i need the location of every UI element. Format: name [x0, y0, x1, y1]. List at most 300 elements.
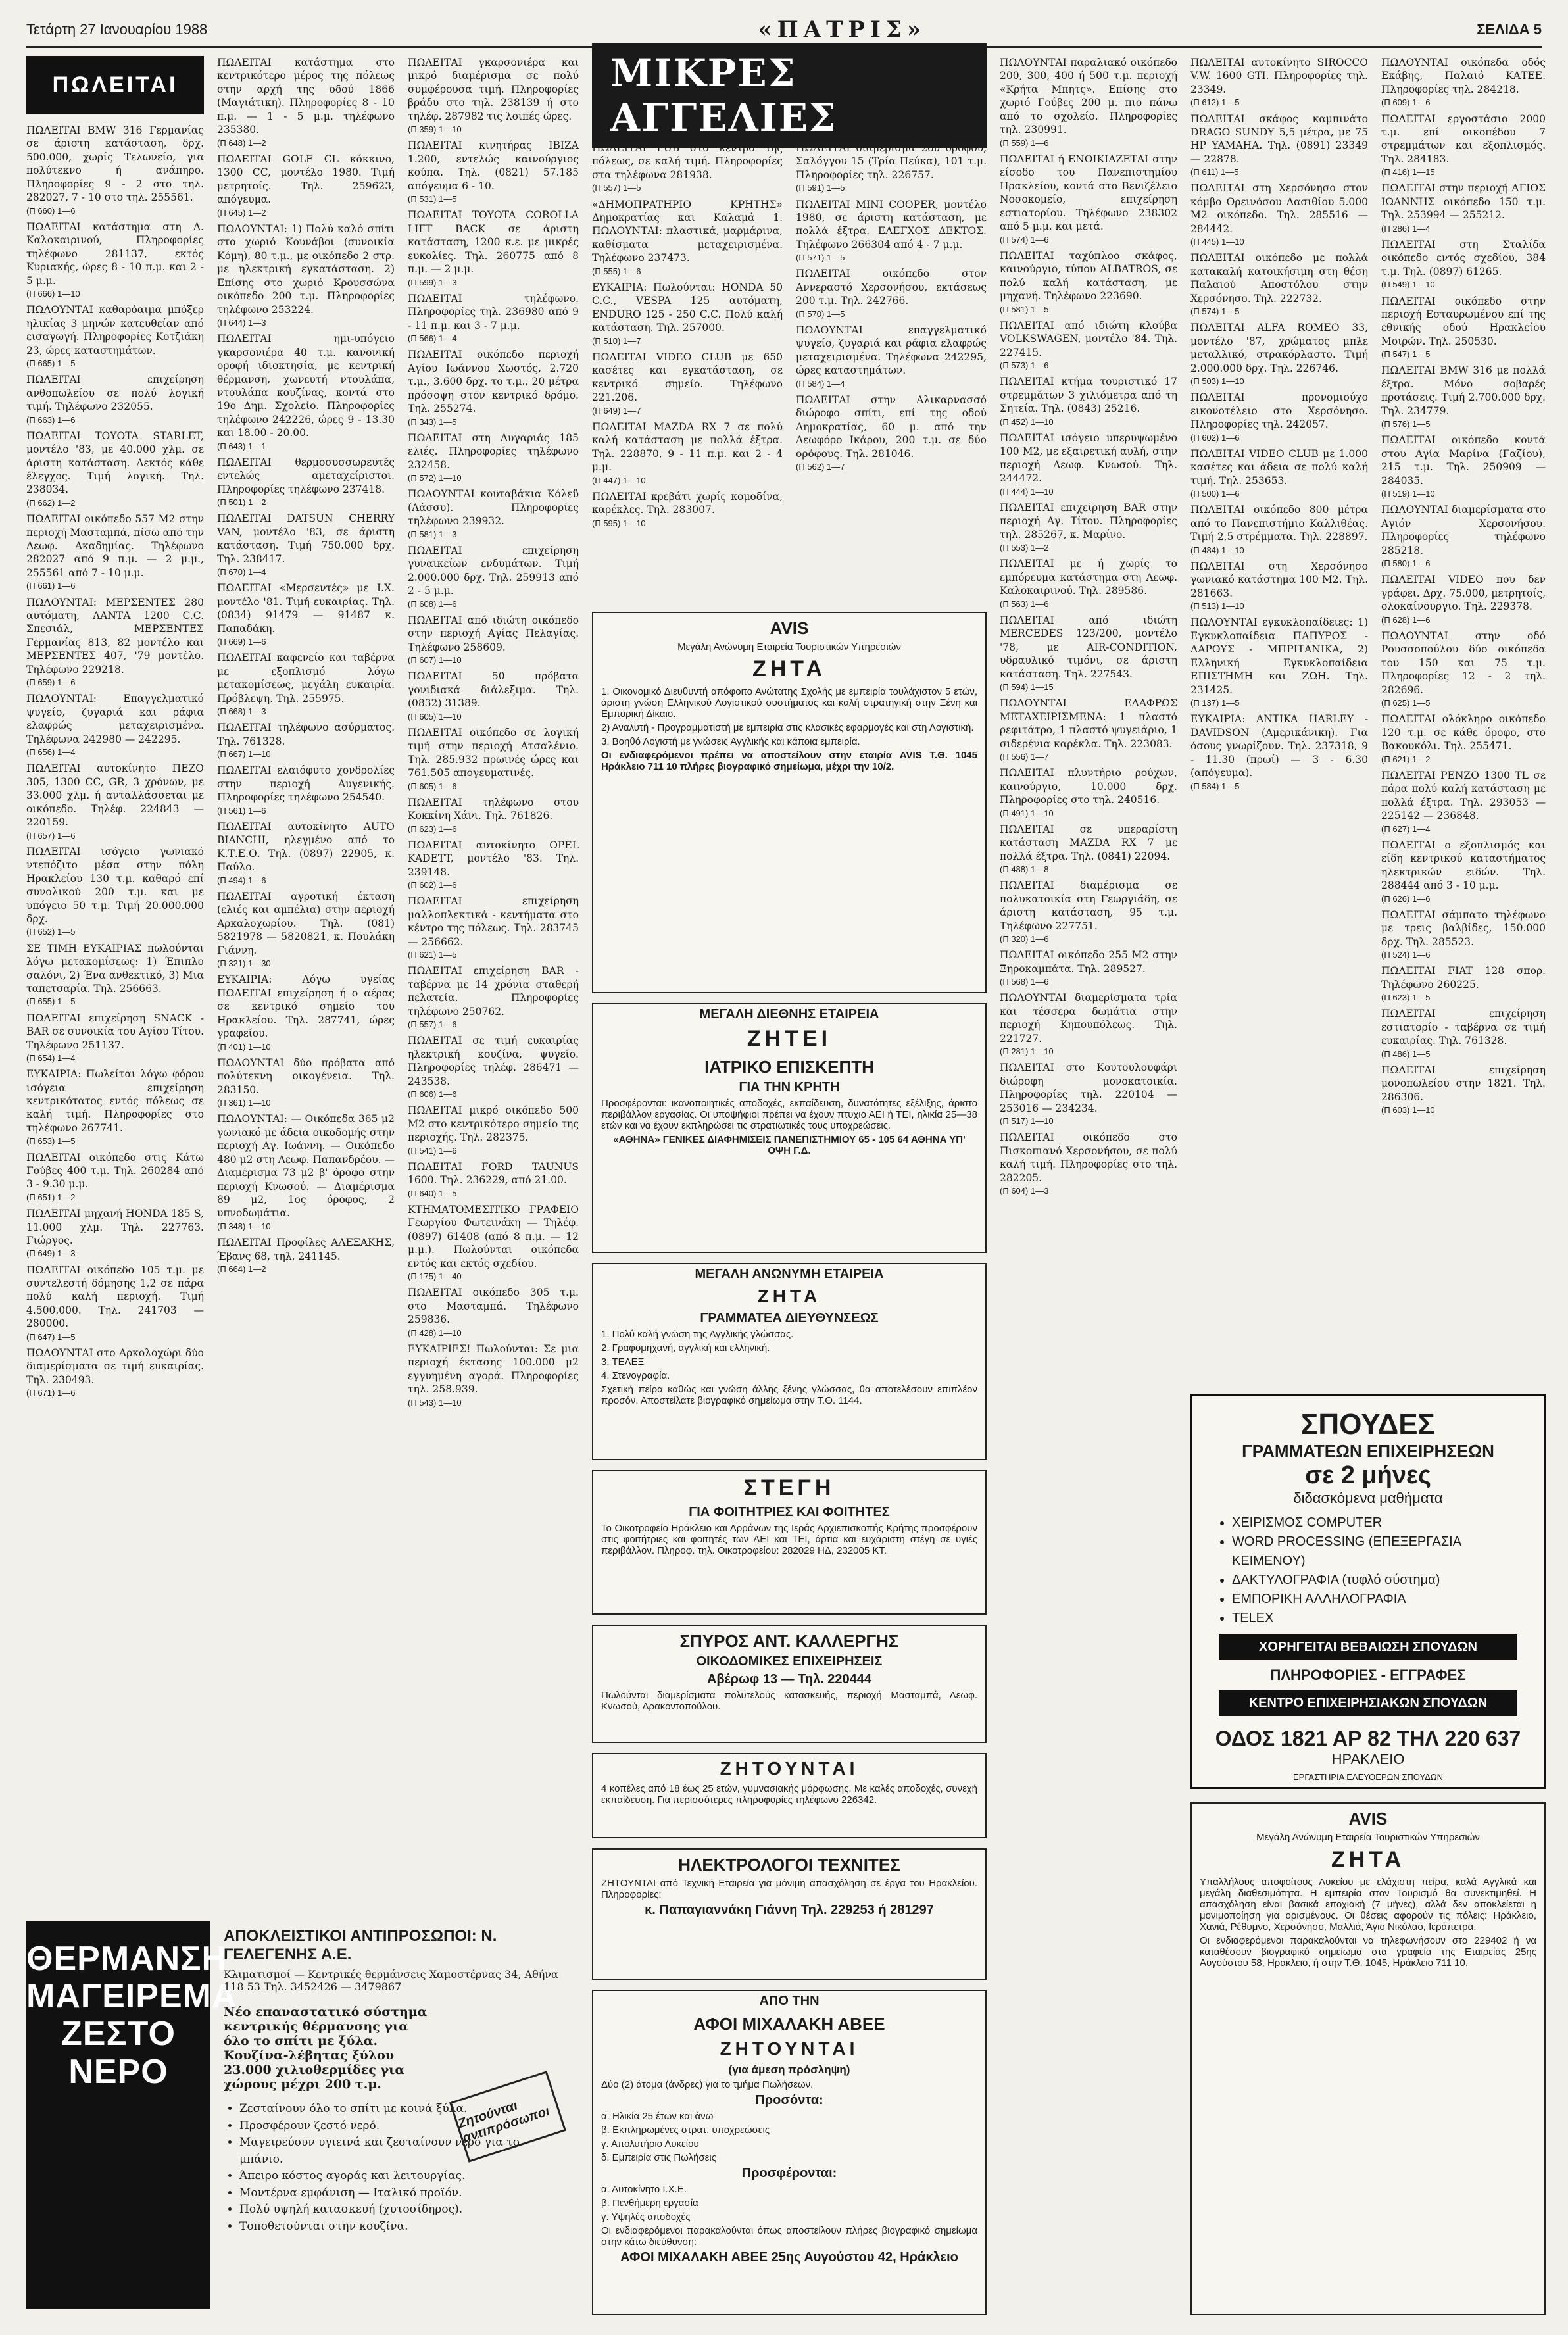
classified-ad	[592, 420, 783, 486]
classified-ad	[408, 139, 579, 205]
classified-ad	[408, 348, 579, 427]
classified-ad	[1381, 769, 1546, 835]
classified-ad	[217, 890, 395, 969]
ad-text: ΠΩΛΕΙΤΑΙ αγροτική έκταση (ελιές και αμπέλια) στην περιοχή Αρκαλοχωρίου. Τηλ. (081) 5821978 — 5820821, κ. Πουλάκη Γιάννη.	[217, 890, 395, 956]
ad-text: ΕΥΚΑΙΡΙΑ: ANTIKA HARLEY - DAVIDSON (Αμερικάνικη). Για όσους γνωρίζουν. Τηλ. 237318, 9 - 11.30 (πρωί) — 3 - 6.30 (απόγευμα).	[1190, 713, 1368, 779]
ad-reference: (Π 663) 1—6	[26, 414, 76, 425]
ad-reference: (Π 557) 1—5	[592, 183, 641, 193]
certificate-band: ΧΟΡΗΓΕΙΤΑΙ ΒΕΒΑΙΩΣΗ ΣΠΟΥΔΩΝ	[1219, 1634, 1517, 1660]
ad-name: ΣΠΥΡΟΣ ΑΝΤ. ΚΑΛΛΕΡΓΗΣ	[679, 1631, 899, 1651]
stamp: Ζητούνται αντιπρόσωποι	[449, 2071, 566, 2163]
bullet-item: • Άπειρο κόστος αγοράς και λειτουργίας.	[239, 2168, 566, 2185]
ad-req-title: Προσόντα:	[755, 2093, 823, 2107]
ad-reference: (Π 416) 1—15	[1381, 167, 1435, 178]
classified-ad	[217, 456, 395, 508]
classified-ad	[1381, 573, 1546, 626]
classified-ad	[592, 490, 783, 529]
ad-text: ΚΤΗΜΑΤΟΜΕΣΙΤΙΚΟ ΓΡΑΦΕΙΟ Γεωργίου Φωτεινάκη — Τηλέφ. (0897) 61408 (από 8 π.μ. — 12 μ.μ.). Πωλούνται οικόπεδα εντός και εκτός σχεδίου.	[408, 1203, 579, 1269]
ad-reference: (Π 320) 1—6	[1000, 933, 1049, 944]
ad-text: ΠΩΛΟΥΝΤΑΙ στο Αρκολοχώρι δύο διαμερίσματα σε τιμή ευκαιρίας. Τηλ. 230493.	[26, 1347, 204, 1386]
ad-req: γ. Απολυτήριο Λυκείου	[601, 2138, 699, 2150]
ad-reference: (Π 621) 1—2	[1381, 754, 1431, 764]
classified-ad	[26, 124, 204, 216]
classified-ad	[1381, 364, 1546, 430]
ad-text: ΠΩΛΟΥΝΤΑΙ στην οδό Ρουσσοπούλου δύο οικόπεδα του 150 και 75 τ.μ. Πληροφορίες 12 - 2 τηλ. 282696.	[1381, 629, 1546, 696]
heating-ad-banner	[26, 1921, 237, 2309]
section-header: ΠΩΛΕΙΤΑΙ	[26, 56, 204, 114]
ad-reference: (Π 605) 1—6	[408, 781, 457, 791]
ad-offer: β. Πενθήμερη εργασία	[601, 2198, 698, 2209]
ad-text: ΠΩΛΕΙΤΑΙ οικόπεδο 557 Μ2 στην περιοχή Μασταμπά, πίσω από την Λεωφ. Ακαδημίας. Τηλέφωνο 282027 από 9 π.μ. — 2 μ.μ., 255561 από 7 - 10 μ.μ.	[26, 513, 204, 579]
ad-reference: (Π 556) 1—7	[1000, 751, 1049, 762]
classified-ad	[217, 1056, 395, 1109]
classified-ad	[26, 1012, 204, 1064]
classified-ad	[217, 721, 395, 760]
ad-text: ΠΩΛΕΙΤΑΙ επιχείρηση ανθοπωλείου σε πολύ λογική τιμή. Τηλέφωνο 232055.	[26, 374, 204, 413]
ad-sub: ΙΑΤΡΙΚΟ ΕΠΙΣΚΕΠΤΗ	[704, 1057, 874, 1077]
ad-reference: (Π 594) 1—15	[1000, 682, 1054, 693]
classified-ad	[1381, 295, 1546, 360]
ad-reference: (Π 606) 1—6	[408, 1089, 457, 1100]
ad-text: ΠΩΛΕΙΤΑΙ αυτοκίνητο SIROCCO V.W. 1600 GTI. Πληροφορίες τηλ. 23349.	[1190, 57, 1368, 95]
ad-text: ΠΩΛΕΙΤΑΙ VIDEO που δεν γράφει. Δρχ. 75.000, μετρητοίς, ολοκαίνουργιο. Τηλ. 229378.	[1381, 574, 1546, 613]
ad-text: ΠΩΛΕΙΤΑΙ καφενείο και ταβέρνα με εξοπλισμό λόγω μετακομίσεως, μεγάλη ευκαιρία. Πρόβλεψη. Τηλ. 255975.	[217, 652, 395, 704]
ad-text: ΠΩΛΕΙΤΑΙ στη Λυγαριάς 185 ελιές. Πληροφορίες τηλέφωνο 232458.	[408, 431, 579, 471]
classified-ad	[26, 373, 204, 426]
ad-reference: (Π 510) 1—7	[592, 335, 641, 346]
ad-reference: (Π 321) 1—30	[217, 958, 271, 969]
ad-reference: (Π 580) 1—6	[1381, 558, 1431, 569]
ad-reference: (Π 555) 1—6	[592, 266, 641, 276]
ad-reference: (Π 488) 1—8	[1000, 864, 1049, 875]
ad-reference: (Π 500) 1—6	[1190, 489, 1240, 499]
ad-reference: (Π 608) 1—6	[408, 599, 457, 609]
classified-ad	[1000, 948, 1177, 987]
ad-reference: (Π 574) 1—5	[1190, 307, 1240, 317]
classified-ad	[408, 431, 579, 484]
ad-reference: (Π 559) 1—6	[1000, 137, 1049, 148]
ad-reference: (Π 648) 1—2	[217, 137, 266, 148]
ad-text: ΠΩΛΕΙΤΑΙ ημι-υπόγειο γκαρσονιέρα 40 τ.μ. κανονική οροφή ιδιοκτησία, με κεντρική θέρμανση, χωνευτή ντουλάπα, ντουλάπα κουζίνας, κοντά στο 19ο Δημ. Σχολείο. Πληροφορίες τηλέφωνο 242226, ώρες 9 - 13.30 και 18.00 - 20.00.	[217, 333, 395, 439]
classified-ad	[796, 198, 987, 264]
classified-ad	[1190, 56, 1368, 109]
ad-reference: (Π 595) 1—10	[592, 518, 646, 528]
ad-reference: (Π 591) 1—5	[796, 183, 845, 193]
ad-title: ΑΠΟΚΛΕΙΣΤΙΚΟΙ ΑΝΤΙΠΡΟΣΩΠΟΙ: Ν. ΓΕΛΕΓΕΝΗΣ Α.Ε.	[224, 1927, 497, 1963]
classified-ad	[796, 393, 987, 472]
ad-reference: (Π 581) 1—5	[1000, 304, 1049, 314]
classified-ad	[408, 670, 579, 722]
ad-text: ΕΥΚΑΙΡΙΑ: Πωλούνται: HONDA 50 C.C., VESPA 125 αυτόματη, ENDURO 125 - 250 C.C. Πολύ καλή κατάσταση. Τηλ. 257000.	[592, 281, 783, 334]
ad-text: ΠΩΛΕΙΤΑΙ ολόκληρο οικόπεδο 120 τ.μ. σε κάθε όροφο, στο Βακουκόλι. Τηλ. 255471.	[1381, 713, 1546, 752]
ad-text: ΠΩΛΕΙΤΑΙ οικόπεδο 255 Μ2 στην Ξηροκαμπάτα. Τηλ. 289527.	[1000, 949, 1177, 975]
ad-text: ΠΩΛΕΙΤΑΙ επιχείρηση BAR στην περιοχή Αγ. Τίτου. Πληροφορίες τηλ. 285267, κ. Μαρίνο.	[1000, 501, 1177, 541]
ad-phone: ΟΔΟΣ 1821 ΑΡ 82 ΤΗΛ 220 637	[1215, 1727, 1521, 1750]
avis-ad-staff	[1190, 1802, 1546, 2315]
ad-text: ΠΩΛΕΙΤΑΙ ισόγειο υπερυψωμένο 100 Μ2, με εξαιρετική αυλή, στην περιοχή Λεωφ. Κνωσού. Τηλ. 244472.	[1000, 431, 1177, 485]
heating-ad-body	[217, 1921, 572, 2309]
ad-text: ΠΩΛΕΙΤΑΙ επιχείρηση μονοπωλείου στην 1821. Τηλ. 286306.	[1381, 1064, 1546, 1103]
avis-ad-accounting	[592, 612, 987, 993]
classified-ad	[26, 1151, 204, 1204]
ad-text: ΠΩΛΕΙΤΑΙ οικόπεδο 105 τ.μ. με συντελεστή δόμησης 1,2 σε πάρα πολύ καλή περιοχή. Τιμή 4.500.000. Τηλ. 241703 — 280000.	[26, 1264, 204, 1330]
classified-ad	[1000, 319, 1177, 372]
ad-text: ΠΩΛΕΙΤΑΙ οικόπεδο κοντά στου Αγία Μαρίνα (Γαζίου), 215 τ.μ. Τηλ. 250909 — 284035.	[1381, 434, 1546, 487]
ad-text: ΠΩΛΕΙΤΑΙ σάμπατο τηλέφωνο με τρεις βαλβίδες, 150.000 δρχ. Τηλ. 285523.	[1381, 908, 1546, 948]
column-2	[217, 56, 395, 1904]
ad-reference: (Π 447) 1—10	[592, 475, 646, 485]
ad-text: «ΔΗΜΟΠΡΑΤΗΡΙΟ ΚΡΗΤΗΣ» Δημοκρατίας και Καλαμά 1. ΠΩΛΟΥΝΤΑΙ: πλαστικά, μαρμάρινα, καθίσματα μεταχειρισμένα. Τηλέφωνο 237473.	[592, 198, 783, 264]
ad-text: ΠΩΛΕΙΤΑΙ διαμέρισμα 2ου ορόφου, Σαλόγγου 15 (Τρία Πεύκα), 101 τ.μ. Πληροφορίες τηλ. 226757.	[796, 142, 987, 181]
ad-reference: (Π 660) 1—6	[26, 205, 76, 216]
ad-text: ΣΕ ΤΙΜΗ ΕΥΚΑΙΡΙΑΣ πωλούνται λόγω μετακομίσεως: 1) Έπιπλο σαλόνι, 2) Ένα ανθεκτικό, 3) Μια ταπετσαρία. Τηλ. 256663.	[26, 942, 204, 995]
ad-reference: (Π 611) 1—5	[1190, 167, 1239, 178]
classified-ad	[26, 1207, 204, 1260]
electricians-ad	[592, 1848, 987, 1980]
ad-text: ΠΩΛΕΙΤΑΙ κρεβάτι χωρίς κομοδίνα, καρέκλες. Τηλ. 283007.	[592, 490, 783, 516]
classified-ad	[408, 964, 579, 1030]
ad-req: δ. Εμπειρία στις Πωλήσεις	[601, 2152, 716, 2163]
ad-body: Δύο (2) άτομα (άνδρες) για το τμήμα Πωλήσεων.	[601, 2079, 814, 2090]
banner-line: ΖΕΣΤΟ ΝΕΡΟ	[61, 2015, 176, 2091]
ad-text: ΠΩΛΕΙΤΑΙ αυτοκίνητο ΠΕΖΟ 305, 1300 CC, GR, 3 χρόνων, με 33.000 χλμ. ή ανταλλάσσεται με οικόπεδο. Τηλέφ. 224843 — 220159.	[26, 762, 204, 829]
ad-text: ΠΩΛΕΙΤΑΙ 50 πρόβατα γονιδιακά διάλεξιμα. Τηλ. (0832) 31389.	[408, 670, 579, 710]
classified-ad	[408, 292, 579, 345]
classified-ad	[1000, 501, 1177, 554]
ad-reference: (Π 494) 1—6	[217, 875, 266, 885]
banner-title: ΜΙΚΡΕΣ ΑΓΓΕΛΙΕΣ	[592, 43, 987, 148]
ad-text: ΠΩΛΕΙΤΑΙ οικόπεδο στον Αννεραστό Χερσονήσου, εκτάσεως 200 τ.μ. Τηλ. 242766.	[796, 268, 987, 307]
classified-ad	[1190, 112, 1368, 178]
bullet-item: • Ζεσταίνουν όλο το σπίτι με κοινά ξύλα.	[239, 2101, 566, 2118]
ads-list	[592, 141, 783, 529]
student-housing-ad	[592, 1470, 987, 1615]
ad-reference: (Π 670) 1—4	[217, 567, 266, 578]
classified-ad	[1000, 153, 1177, 245]
ad-reference: (Π 359) 1—10	[408, 124, 462, 135]
ad-text: ΠΩΛΕΙΤΑΙ στο Κουτουλουφάρι διώροφη μονοκατοικία. Πληροφορίες τηλ. 220104 — 253016 — 234234.	[1000, 1062, 1177, 1114]
school-logo: ΚΕΝΤΡΟ ΕΠΙΧΕΙΡΗΣΙΑΚΩΝ ΣΠΟΥΔΩΝ	[1219, 1690, 1517, 1716]
ad-text: ΠΩΛΕΙΤΑΙ μηχανή HONDA 185 S, 11.000 χλμ. Τηλ. 227763. Γιώργος.	[26, 1208, 204, 1246]
ad-reference: (Π 599) 1—3	[408, 277, 457, 287]
bullet-item: • Πολύ υψηλή κατασκευή (χυτοσίδηρος).	[239, 2201, 566, 2219]
ad-subtitle: Μεγάλη Ανώνυμη Εταιρεία Τουριστικών Υπηρεσιών	[1256, 1832, 1480, 1843]
classified-ad	[1000, 1131, 1177, 1196]
classified-ad	[217, 222, 395, 328]
ad-reference: (Π 566) 1—4	[408, 333, 457, 344]
ad-address: Κλιματισμοί — Κεντρικές θερμάνσεις Χαμοστέρνας 34, Αθήνα 118 53 Τηλ. 3452426 — 3479867	[224, 1968, 558, 1993]
ad-reference: (Π 486) 1—5	[1381, 1048, 1431, 1059]
ad-reference: (Π 541) 1—6	[408, 1145, 457, 1156]
ads-list	[26, 124, 204, 1399]
ad-reference: (Π 647) 1—5	[26, 1331, 76, 1342]
ad-text: ΠΩΛΟΥΝΤΑΙ παραλιακό οικόπεδο 200, 300, 400 ή 500 τ.μ. περιοχή «Κρήτα Μπητς». Επίσης στο χωριό Γούβες 200 μ. πιο πάνω από το σχολείο. Πληροφορίες τηλ. 230991.	[1000, 57, 1177, 136]
issue-date: Τετάρτη 27 Ιανουαρίου 1988	[26, 21, 208, 37]
classified-ad	[408, 487, 579, 540]
ad-reference: (Π 649) 1—7	[592, 405, 641, 416]
classified-ad	[1000, 614, 1177, 693]
ad-reference: (Π 570) 1—5	[796, 308, 845, 319]
ad-text: ΠΩΛΕΙΤΑΙ επιχείρηση SNACK - BAR σε συνοικία του Αγίου Τίτου. Τηλέφωνο 251137.	[26, 1012, 204, 1051]
ad-body: Υπαλλήλους αποφοίτους Λυκείου με ελάχιστη πείρα, καλά Αγγλικά και μεγάλη διαθεσιμότητα. Η εμπειρία στον Τουρισμό θα συνεκτιμηθεί. Η απασχόληση είναι βασικά εποχιακή (7 μήνες), αλλά δεν αποκλείεται η μονιμοποίηση για ορισμένους. Οι θέσεις αφορούν τις πόλεις: Ηράκλειο, Χανιά, Ρέθυμνο, Χερσόνησο, Μαλλιά, Άγιο Νικόλαο, Ιεράπετρα.	[1200, 1877, 1536, 1932]
ad-reference: (Π 621) 1—5	[408, 950, 457, 960]
ad-reference: (Π 665) 1—5	[26, 358, 76, 368]
ad-text: ΠΩΛΕΙΤΑΙ TOYOTA STARLET, μοντέλο '83, με 40.000 χλμ. σε άριστη κατάσταση. Δεκτός κάθε έλεγχος. Τιμή λογική. Τηλ. 238034.	[26, 430, 204, 496]
ad-reference: (Π 671) 1—6	[26, 1388, 76, 1398]
ads-list	[796, 141, 987, 472]
bullet-item: • Μαγειρεύουν υγιεινά και ζεσταίνουν νερό για το μπάνιο.	[239, 2134, 566, 2168]
classified-ad	[26, 1068, 204, 1146]
ad-text: ΠΩΛΕΙΤΑΙ οικόπεδο στις Κάτω Γούβες 400 τ.μ. Τηλ. 260284 από 3 - 9.30 μ.μ.	[26, 1151, 204, 1191]
ad-reference: (Π 576) 1—5	[1381, 419, 1431, 430]
ad-text: ΠΩΛΕΙΤΑΙ από ιδιώτη MERCEDES 123/200, μοντέλο '78, με AIR-CONDITION, υδραυλικό τιμόνι, σε άριστη κατάσταση. Τηλ. 227543.	[1000, 614, 1177, 680]
ad-reference: (Π 602) 1—6	[408, 880, 457, 891]
classified-ad	[796, 141, 987, 194]
ad-text: ΠΩΛΕΙΤΑΙ αυτοκίνητο OPEL KADETT, μοντέλο '83. Τηλ. 239148.	[408, 839, 579, 878]
column-3	[408, 56, 579, 1904]
classified-ad	[1190, 251, 1368, 317]
classified-ad	[592, 141, 783, 194]
column-7	[1190, 56, 1368, 1378]
ad-text: ΠΩΛΕΙΤΑΙ διαμέρισμα σε πολυκατοικία στη Γεωργιάδη, σε άριστη κατάσταση, 95 τ.μ. Τηλέφωνο 227751.	[1000, 879, 1177, 932]
ad-text: ΠΩΛΟΥΝΤΑΙ κουταβάκια Κόλεϋ (Λάσσυ). Πληροφορίες τηλέφωνο 239932.	[408, 488, 579, 528]
ad-text: ΠΩΛΟΥΝΤΑΙ οικόπεδα οδός Εκάβης, Παλαιό ΚΑΤΕΕ. Πληροφορίες τηλ. 284218.	[1381, 57, 1546, 95]
classified-ad	[1381, 712, 1546, 765]
ad-text: ΠΩΛΕΙΤΑΙ επιχείρηση γυναικείων ενδυμάτων. Τιμή 2.000.000 δρχ. Τηλ. 259913 από 2 - 5 μ.μ.	[408, 544, 579, 597]
ad-title: AVIS	[770, 618, 809, 638]
ads-list	[1190, 56, 1368, 792]
classified-ad	[217, 153, 395, 218]
ad-text: ΠΩΛΕΙΤΑΙ επιχείρηση BAR - ταβέρνα με 14 χρόνια σταθερή πελατεία. Πληροφορίες τηλέφωνο 250762.	[408, 965, 579, 1018]
classified-ad	[1381, 112, 1546, 178]
ad-text: ΠΩΛΕΙΤΑΙ οικόπεδο στο Πισκοπιανό Χερσονήσου, σε πολύ καλή τιμή. Πληροφορίες στο τηλ. 282205.	[1000, 1131, 1177, 1184]
ad-text: ΠΩΛΕΙΤΑΙ πλυντήριο ρούχων, καινούργιο, 10.000 δρχ. Πληροφορίες στο τηλ. 240516.	[1000, 767, 1177, 806]
ad-reference: (Π 572) 1—10	[408, 473, 462, 483]
classified-ad	[1000, 431, 1177, 497]
ad-reference: (Π 623) 1—6	[408, 823, 457, 834]
classified-ad	[1000, 823, 1177, 875]
ad-text: ΠΩΛΕΙΤΑΙ στη Χερσόνησο γωνιακό κατάστημα 100 Μ2. Τηλ. 281663.	[1190, 560, 1368, 599]
medical-rep-ad	[592, 1003, 987, 1253]
ad-text: ΠΩΛΕΙΤΑΙ ελαιόφυτο χονδρολίες στην περιοχή Αυγενικής. Πληροφορίες τηλέφωνο 254540.	[217, 764, 395, 804]
classified-ad	[217, 1236, 395, 1275]
classified-ad	[1381, 433, 1546, 499]
ad-heading: ΖΗΤΑ	[1331, 1847, 1406, 1872]
ad-heading: ΖΗΤΑ	[757, 1286, 821, 1306]
column-4	[592, 141, 783, 602]
ad-reference: (Π 571) 1—5	[796, 253, 845, 263]
ad-text: ΠΩΛΕΙΤΑΙ PUB στο κέντρο της πόλεως, σε καλή τιμή. Πληροφορίες στα τηλέφωνα 281938.	[592, 142, 783, 181]
classified-ad	[592, 281, 783, 347]
classified-ad	[1000, 991, 1177, 1057]
ad-sub: (για άμεση πρόσληψη)	[728, 2063, 850, 2076]
ad-text: ΠΩΛΕΙΤΑΙ από ιδιώτη κλούβα VOLKSWAGEN, μοντέλο '84. Τηλ. 227415.	[1000, 319, 1177, 358]
ad-reference: (Π 401) 1—10	[217, 1041, 271, 1052]
ad-text: ΠΩΛΕΙΤΑΙ VIDEO CLUB με 650 κασέτες και εγκατάσταση, σε κεντρικό σημείο. Τηλέφωνο 221.206.	[592, 351, 783, 404]
ad-text: ΠΩΛΕΙΤΑΙ οικόπεδο 305 τ.μ. στο Μασταμπά. Τηλέφωνο 259836.	[408, 1287, 579, 1326]
ad-body: Πωλούνται διαμερίσματα πολυτελούς κατασκευής, περιοχή Μασταμπά, Λεωφ. Κνωσού, Δρακοντοπούλου.	[601, 1690, 977, 1712]
ads-list	[1381, 56, 1546, 1116]
ad-reference: (Π 659) 1—6	[26, 677, 76, 688]
banner-line: ΜΑΓΕΙΡΕΜΑ	[26, 1977, 237, 2016]
ad-reference: (Π 628) 1—6	[1381, 614, 1431, 625]
ad-text: ΠΩΛΕΙΤΑΙ ALFA ROMEO 33, μοντέλο '87, χρώματος μπλε μεταλλικό, στρακόρλαστο. Τιμή 2.000.000 δρχ. Τηλ. 226746.	[1190, 322, 1368, 374]
ad-sub: ΓΙΑ ΦΟΙΤΗΤΡΙΕΣ ΚΑΙ ΦΟΙΤΗΤΕΣ	[689, 1505, 890, 1519]
ad-address: ΑΦΟΙ ΜΙΧΑΛΑΚΗ ΑΒΕΕ 25ης Αυγούστου 42, Ηράκλειο	[620, 2250, 958, 2265]
ad-reference: (Π 562) 1—7	[796, 462, 845, 472]
classified-ad	[1190, 616, 1368, 708]
ad-text: ΠΩΛΕΙΤΑΙ σκάφος καμπινάτο DRAGO SUNDY 5,5 μέτρα, με 75 ΗΡ YAMAHA. Τηλ. (0891) 23349 — 22878.	[1190, 112, 1368, 165]
ad-reference: (Π 549) 1—10	[1381, 280, 1435, 290]
classified-ad	[592, 351, 783, 416]
ad-text: ΠΩΛΕΙΤΑΙ MAZDA RX 7 σε πολύ καλή κατάσταση με πολλά έξτρα. Τηλ. 228870, 9 - 11 π.μ. και 2 - 4 μ.μ.	[592, 420, 783, 474]
ad-text: ΠΩΛΕΙΤΑΙ οικόπεδο στην περιοχή Εσταυρωμένου επί της εθνικής οδού Ηρακλείου Μοιρών. Τηλ. 250530.	[1381, 295, 1546, 347]
ad-city: ΗΡΑΚΛΕΙΟ	[1331, 1751, 1405, 1767]
ad-text: ΠΩΛΕΙΤΑΙ FIAT 128 σπορ. Τηλέφωνο 260225.	[1381, 965, 1546, 991]
ad-reference: (Π 557) 1—6	[408, 1020, 457, 1030]
ad-text: ΠΩΛΕΙΤΑΙ κατάστημα στο κεντρικότερο μέρος της πόλεως στην αρχή της οδού 1866 (Μαγιάτικη). Πληροφορίες 8 - 10 π.μ. — 1 - 5 μ.μ. τηλέφωνο 235380.	[217, 57, 395, 136]
ad-reference: (Π 501) 1—2	[217, 497, 266, 508]
construction-ad	[592, 1625, 987, 1743]
ad-offer: γ. Υψηλές αποδοχές	[601, 2211, 691, 2223]
classified-ad	[408, 839, 579, 891]
ad-text: ΠΩΛΕΙΤΑΙ PENZO 1300 TL σε πάρα πολύ καλή κατάσταση με πολλά έξτρα. Τηλ. 293053 — 225142 — 236848.	[1381, 769, 1546, 822]
ad-text: ΠΩΛΕΙΤΑΙ στην Αλικαρνασσό διώροφο σπίτι, επί της οδού Δημοκρατίας, 60 μ. από την Λεωφόρο Ικάρου, 200 τ.μ. σε δύο ορόφους. Τηλ. 281046.	[796, 393, 987, 460]
ad-item: 3. Βοηθό Λογιστή με γνώσεις Αγγλικής και κάποια εμπειρία.	[601, 736, 860, 747]
classified-ad	[1381, 238, 1546, 291]
classified-ad	[26, 1264, 204, 1342]
ad-text: ΠΩΛΕΙΤΑΙ επιχείρηση εστιατορίο - ταβέρνα σε τιμή ευκαιρίας. Τηλ. 761328.	[1381, 1008, 1546, 1047]
classified-ad	[1190, 560, 1368, 612]
classified-ad	[408, 1160, 579, 1199]
ad-reference: (Π 605) 1—10	[408, 711, 462, 722]
classified-ad	[217, 1112, 395, 1232]
classified-ad	[1381, 1007, 1546, 1060]
ad-reference: (Π 175) 1—40	[408, 1271, 462, 1282]
ad-text: ΠΩΛΟΥΝΤΑΙ: ΜΕΡΣΕΝΤΕΣ 280 αυτόματη, ΛΑΝΤΑ 1200 C.C. Σπεσιάλ, ΜΕΡΣΕΝΤΕΣ Γερμανίας 813, 82 μοντέλο και ΜΕΡΣΕΝΤΕΣ 407, '79 μοντέλο. Τηλέφωνο 229218.	[26, 596, 204, 676]
ad-reference: (Π 607) 1—10	[408, 655, 462, 666]
secretary-ad	[592, 1263, 987, 1460]
ad-reference: (Π 643) 1—1	[217, 441, 266, 451]
ad-body: Το Οικοτροφείο Ηράκλειο και Αρράνων της Ιεράς Αρχιεπισκοπής Κρήτης προσφέρουν στις φοιτήτριες και φοιτητές των ΑΕΙ και ΤΕΙ, άρτια και ευχάριστη στέγη σε υγιές περιβάλλον. Πληροφ. τηλ. Οικοτροφείου: 282029 ΗΔ, 232005 ΚΤ.	[601, 1523, 977, 1556]
ad-title: AVIS	[1348, 1809, 1388, 1829]
ad-subtitle: ΓΡΑΜΜΑΤΕΩΝ ΕΠΙΧΕΙΡΗΣΕΩΝ	[1242, 1441, 1494, 1461]
info-band: ΠΛΗΡΟΦΟΡΙΕΣ - ΕΓΓΡΑΦΕΣ	[1270, 1667, 1466, 1683]
ad-text: ΠΩΛΕΙΤΑΙ στην περιοχή ΑΓΙΟΣ ΙΩΑΝΝΗΣ οικόπεδο 150 τ.μ. Τηλ. 253994 — 255212.	[1381, 182, 1546, 222]
ad-text: ΠΩΛΕΙΤΑΙ οικόπεδο περιοχή Αγίου Ιωάννου Χωστός, 2.720 τ.μ., 3.600 δρχ. το τ.μ., 20 μέτρα πρόσοψη στον κεντρικό δρόμο. Τηλ. 255274.	[408, 349, 579, 415]
ad-reference: (Π 444) 1—10	[1000, 486, 1054, 497]
ad-reference: (Π 649) 1—3	[26, 1248, 76, 1259]
ad-req: α. Ηλικία 25 έτων και άνω	[601, 2111, 714, 2122]
ad-reference: (Π 547) 1—5	[1381, 349, 1431, 360]
ad-heading: ΖΗΤΟΥΝΤΑΙ	[720, 1758, 859, 1779]
ad-reference: (Π 137) 1—5	[1190, 698, 1240, 708]
ad-text: ΠΩΛΟΥΝΤΑΙ: — Οικόπεδα 365 μ2 γωνιακό με άδεια οικοδομής στην περιοχή Αγ. Ιωάννη. — Οικόπεδο 480 μ2 στη Λεωφ. Παπανδρέου. — Διαμέρισμα 73 μ2 β' όροφο στην περιοχή Κνωσού. — Διαμέρισμα 89 μ2, 1ος όροφος, 2 υπνοδωμάτια.	[217, 1113, 395, 1219]
ad-item: 4. Στενογραφία.	[601, 1370, 670, 1381]
classified-ad	[217, 581, 395, 647]
ad-reference: (Π 656) 1—4	[26, 747, 76, 758]
bullet-item: • Μοντέρνα εμφάνιση — Ιταλικό προϊόν.	[239, 2185, 566, 2202]
ads-list	[1000, 56, 1177, 1196]
ad-footer: ΕΡΓΑΣΤΗΡΙΑ ΕΛΕΥΘΕΡΩΝ ΣΠΟΥΔΩΝ	[1293, 1772, 1443, 1782]
classified-ad	[408, 1286, 579, 1339]
ad-offer-title: Προσφέρονται:	[741, 2166, 837, 2180]
ad-text: ΠΩΛΕΙΤΑΙ TOYOTA COROLLA LIFT BACK σε άριστη κατάσταση, 1200 κ.ε. με μικρές ευκολίες. Τηλ. 260775 από 8 π.μ. — 2 μ.μ.	[408, 209, 579, 276]
ad-duration: σε 2 μήνες	[1305, 1462, 1431, 1489]
ad-reference: (Π 668) 1—3	[217, 706, 266, 717]
ad-description: Νέο επαναστατικό σύστημα κεντρικής θέρμανσης για όλο το σπίτι με ξύλα. Κουζίνα-λέβητας ξύλου 23.000 χιλιοθερμίδες για χώρους μέχρι 200 τ.μ.	[224, 2005, 428, 2092]
ad-text: ΠΩΛΕΙΤΑΙ τηλέφωνο ασύρματος. Τηλ. 761328.	[217, 722, 395, 747]
classified-ad	[1000, 766, 1177, 819]
column-6	[1000, 56, 1177, 1904]
ad-footer: Οι ενδιαφερόμενοι παρακαλούνται να τηλεφωνήσουν στο 229402 ή να καταθέσουν βιογραφικό σημείωμα στα γραφεία της Εταιρείας 25ης Αυγούστου 58, Ηράκλειο, ή στην Τ.Θ. 1045, Ηράκλειο 711 10.	[1200, 1935, 1536, 1969]
ad-reference: (Π 661) 1—6	[26, 581, 76, 591]
ad-reference: (Π 573) 1—6	[1000, 360, 1049, 371]
ad-body: ΖΗΤΟΥΝΤΑΙ από Τεχνική Εταιρεία για μόνιμη απασχόληση σε έργα του Ηρακλείου. Πληροφορίες:	[601, 1878, 977, 1900]
ad-text: ΠΩΛΟΥΝΤΑΙ επαγγελματικό ψυγείο, ζυγαριά και ράφια ελαφρώς μεταχειρισμένα. Τηλέφωνα 242295, ώρες καταστημάτων.	[796, 324, 987, 377]
ad-reference: (Π 625) 1—5	[1381, 698, 1431, 708]
ad-reference: (Π 609) 1—6	[1381, 97, 1431, 108]
ad-reference: (Π 655) 1—5	[26, 996, 76, 1007]
ad-reference: (Π 623) 1—5	[1381, 993, 1431, 1003]
ad-reference: (Π 657) 1—6	[26, 830, 76, 841]
classified-ad	[408, 1342, 579, 1408]
ad-reference: (Π 604) 1—3	[1000, 1185, 1049, 1196]
lesson-item: • TELEX	[1232, 1609, 1517, 1628]
ad-reference: (Π 584) 1—4	[796, 378, 845, 389]
classified-ad	[1381, 182, 1546, 234]
ad-text: ΠΩΛΕΙΤΑΙ σε υπεραρίστη κατάσταση MAZDA RX 7 με πολλά έξτρα. Τηλ. (0841) 22094.	[1000, 823, 1177, 862]
ad-company: ΜΕΓΑΛΗ ΔΙΕΘΝΗΣ ΕΤΑΙΡΕΙΑ	[699, 1007, 879, 1021]
classified-ad	[217, 820, 395, 886]
ad-text: ΠΩΛΟΥΝΤΑΙ: 1) Πολύ καλό σπίτι στο χωριό Κουνάβοι (συνοικία Κόμη), 80 τ.μ., με οικόπεδο 2 στρ. με ηλεκτρική εγκατάσταση. 2) Επίσης στο χωριό Κρουσσώνα οικόπεδο 200 τ.μ. Πληροφορίες τηλέφωνο 253224.	[217, 222, 395, 316]
ad-text: ΠΩΛΟΥΝΤΑΙ: Επαγγελματικό ψυγείο, ζυγαριά και ράφια ελαφρώς μεταχειρισμένα. Τηλέφωνα 242980 — 242295.	[26, 693, 204, 745]
ad-reference: (Π 281) 1—10	[1000, 1046, 1054, 1057]
ad-reference: (Π 517) 1—10	[1000, 1116, 1054, 1126]
classified-ad	[217, 651, 395, 717]
classified-ad	[1000, 375, 1177, 428]
ad-reference: (Π 584) 1—5	[1190, 781, 1240, 791]
classified-ad	[408, 614, 579, 666]
classified-ad	[1381, 629, 1546, 708]
classified-ad	[26, 512, 204, 591]
ad-item: 2) Αναλυτή - Προγραμματιστή με εμπειρία στις κλασικές εφαρμογές και στη Λογιστική.	[601, 722, 974, 733]
classified-ad	[408, 209, 579, 287]
classified-ad	[408, 726, 579, 792]
ad-text: ΠΩΛΟΥΝΤΑΙ εγκυκλοπαίδειες: 1) Εγκυκλοπαίδεια ΠΑΠΥΡΟΣ - ΛΑΡΟΥΣ - ΜΠΡΙΤΑΝΙΚΑ, 2) Ελληνική Εγκυκλοπαίδεια ΕΠΙΣΤΗΜΗ και ΖΩΗ. Τηλ. 231425.	[1190, 616, 1368, 696]
ad-body: 4 κοπέλες από 18 έως 25 ετών, γυμνασιακής μόρφωσης. Με καλές αποδοχές, συνεχή εκπαίδευση. Για περισσότερες πληροφορίες τηλέφωνο 226342.	[601, 1783, 977, 1806]
ad-address: Αβέρωφ 13 — Τηλ. 220444	[706, 1672, 872, 1686]
ad-text: ΠΩΛΕΙΤΑΙ BMW 316 Γερμανίας σε άριστη κατάσταση, δρχ. 500.000, χωρίς Τελωνείο, για πολύτεκνο ή ανάπηρο. Πληροφορίες 9 - 2 στο τηλ. 282027, 7 - 10 στο τηλ. 255561.	[26, 124, 204, 204]
ad-company: ΑΦΟΙ ΜΙΧΑΛΑΚΗ ΑΒΕΕ	[693, 2014, 885, 2034]
newspaper-title: «ΠΑΤΡΙΣ»	[758, 16, 927, 43]
ad-top: ΑΠΟ ΤΗΝ	[759, 1994, 820, 2008]
classified-ad	[1190, 391, 1368, 443]
ad-reference: (Π 543) 1—10	[408, 1397, 462, 1408]
classified-ad	[26, 845, 204, 938]
ad-text: ΕΥΚΑΙΡΙΑ: Λόγω υγείας ΠΩΛΕΙΤΑΙ επιχείρηση ή ο αέρας σε κεντρικό σημείο του Ηρακλείου. Τηλ. 287741, ώρες γραφείου.	[217, 973, 395, 1040]
ad-reference: (Π 343) 1—5	[408, 416, 457, 427]
ad-subtitle: Μεγάλη Ανώνυμη Εταιρεία Τουριστικών Υπηρεσιών	[677, 641, 901, 652]
ads-list	[408, 56, 579, 1408]
ad-sub: ΓΡΑΜΜΑΤΕΑ ΔΙΕΥΘΥΝΣΕΩΣ	[700, 1311, 879, 1325]
ad-text: ΠΩΛΟΥΝΤΑΙ καθαρόαιμα μπόξερ ηλικίας 3 μηνών κατευθείαν από εισαγωγή. Πληροφορίες Κοτζιάκη 23, ώρες καταστημάτων.	[26, 304, 204, 356]
ad-reference: (Π 563) 1—6	[1000, 599, 1049, 609]
ad-text: ΠΩΛΕΙΤΑΙ θερμοσυσσωρευτές εντελώς αμεταχείριστοι. Πληροφορίες τηλέφωνο 237418.	[217, 456, 395, 495]
classified-ad	[796, 267, 987, 320]
classified-ad	[1381, 839, 1546, 904]
ad-text: ΠΩΛΕΙΤΑΙ με ή χωρίς το εμπόρευμα κατάστημα στη Λεωφ. Καλοκαιρινού. Τηλ. 289586.	[1000, 558, 1177, 597]
